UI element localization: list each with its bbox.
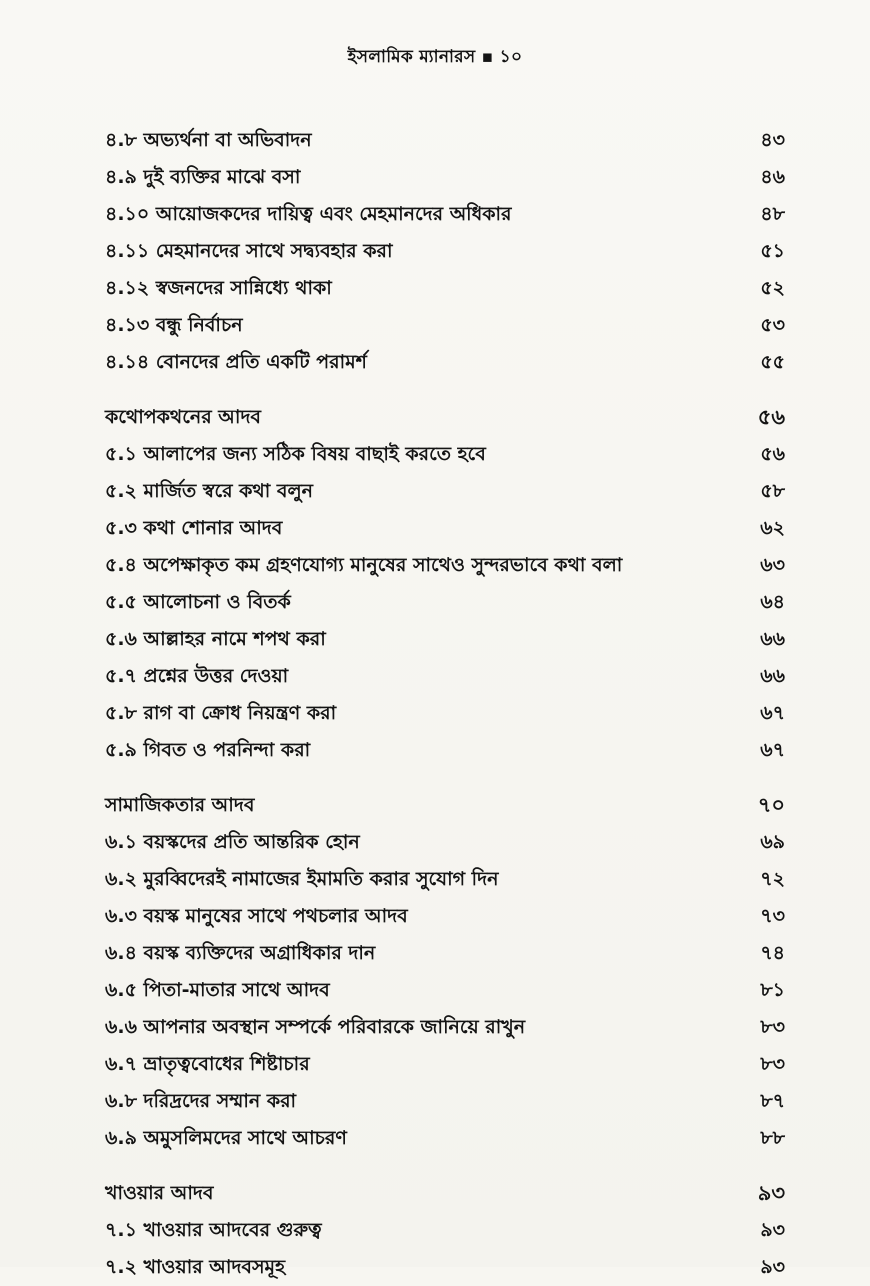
- toc-entry: [105, 233, 785, 270]
- toc-entry: [105, 307, 785, 344]
- toc-entry: [105, 824, 785, 861]
- entry-page-number: ৮৩: [760, 1016, 785, 1038]
- entry-page-number: ৫৫: [760, 351, 785, 373]
- entry-title: ৫.১ আলাপের জন্য সঠিক বিষয় বাছাই করতে হবে: [105, 443, 486, 465]
- entry-title: ৪.১১ মেহমানদের সাথে সদ্ব্যবহার করা: [105, 240, 393, 262]
- entry-title: ৬.৫ পিতা-মাতার সাথে আদব: [105, 979, 330, 1001]
- toc-group: [105, 122, 785, 381]
- entry-page-number: ৮৩: [760, 1053, 785, 1075]
- toc-entry: [105, 122, 785, 159]
- entry-title: ৪.১৩ বন্ধু নির্বাচন: [105, 314, 243, 336]
- entry-page-number: ৬২: [760, 517, 785, 539]
- section-title: কথোপকথনের আদব: [105, 406, 261, 428]
- entry-page-number: ৪৮: [760, 203, 785, 225]
- entry-page-number: ৭৩: [760, 905, 785, 927]
- entry-title: ৫.৫ আলোচনা ও বিতর্ক: [105, 591, 291, 613]
- entry-page-number: ৫১: [760, 240, 785, 262]
- toc-entry: [105, 1249, 785, 1286]
- entry-title: ৪.৮ অভ্যর্থনা বা অভিবাদন: [105, 129, 312, 151]
- entry-title: ৬.১ বয়স্কদের প্রতি আন্তরিক হোন: [105, 831, 360, 853]
- toc-entry: [105, 1212, 785, 1249]
- entry-page-number: ৬৬: [760, 628, 785, 650]
- toc-entry: [105, 1083, 785, 1120]
- entry-page-number: ৬৪: [760, 591, 785, 613]
- section-page-number: ৫৬: [757, 405, 785, 429]
- entry-title: ৬.৩ বয়স্ক মানুষের সাথে পথচলার আদব: [105, 905, 408, 927]
- entry-page-number: ৫২: [760, 277, 785, 299]
- toc-group: [105, 787, 785, 1157]
- entry-title: ৫.৪ অপেক্ষাকৃত কম গ্রহণযোগ্য মানুষের সাথেও সুন্দরভাবে কথা বলা: [105, 554, 623, 576]
- entry-title: ৫.৮ রাগ বা ক্রোধ নিয়ন্ত্রণ করা: [105, 702, 337, 724]
- toc-entry: [105, 621, 785, 658]
- entry-page-number: ৯৩: [760, 1219, 785, 1241]
- toc-entry: [105, 861, 785, 898]
- toc-entry: [105, 695, 785, 732]
- section-page-number: ৭০: [757, 793, 785, 817]
- entry-page-number: ৮১: [760, 979, 785, 1001]
- section-title: খাওয়ার আদব: [105, 1182, 214, 1204]
- entry-page-number: ৬৭: [760, 739, 785, 761]
- toc-entry: [105, 898, 785, 935]
- section-page-number: ৯৩: [757, 1181, 785, 1205]
- entry-page-number: ৫৩: [760, 314, 785, 336]
- toc-entry: [105, 159, 785, 196]
- entry-page-number: ৮৭: [760, 1090, 785, 1112]
- entry-title: ৬.৭ ভ্রাতৃত্ববোধের শিষ্টাচার: [105, 1053, 310, 1075]
- toc-entry: [105, 658, 785, 695]
- toc-entry: [105, 473, 785, 510]
- entry-title: ৬.৬ আপনার অবস্থান সম্পর্কে পরিবারকে জানিয়ে রাখুন: [105, 1016, 526, 1038]
- toc-group: [105, 399, 785, 769]
- entry-page-number: ৭৪: [760, 942, 785, 964]
- toc-group: [105, 1175, 785, 1286]
- toc-entry: [105, 935, 785, 972]
- toc-section-heading: [105, 399, 785, 436]
- entry-title: ৫.৬ আল্লাহর নামে শপথ করা: [105, 628, 326, 650]
- toc-entry: [105, 732, 785, 769]
- section-title: সামাজিকতার আদব: [105, 794, 255, 816]
- toc-entry: [105, 547, 785, 584]
- entry-page-number: ৫৮: [760, 480, 785, 502]
- entry-title: ৭.২ খাওয়ার আদবসমূহ: [105, 1256, 286, 1278]
- entry-title: ৬.৮ দরিদ্রদের সম্মান করা: [105, 1090, 297, 1112]
- entry-page-number: ৯৩: [760, 1256, 785, 1278]
- entry-title: ৪.১৪ বোনদের প্রতি একটি পরামর্শ: [105, 351, 367, 373]
- toc-entry: [105, 1046, 785, 1083]
- entry-page-number: ৫৬: [760, 443, 785, 465]
- toc-entry: [105, 436, 785, 473]
- entry-title: ৪.৯ দুই ব্যক্তির মাঝে বসা: [105, 166, 301, 188]
- toc-entry: [105, 510, 785, 547]
- toc-entry: [105, 1120, 785, 1157]
- toc-entry: [105, 270, 785, 307]
- entry-title: ৫.৭ প্রশ্নের উত্তর দেওয়া: [105, 665, 289, 687]
- running-header: ইসলামিক ম্যানারস ▪ ১০: [347, 47, 523, 67]
- entry-title: ৬.২ মুরব্বিদেরই নামাজের ইমামতি করার সুযোগ দিন: [105, 868, 499, 890]
- entry-page-number: ৬৭: [760, 702, 785, 724]
- toc-section-heading: [105, 1175, 785, 1212]
- toc-entry: [105, 1009, 785, 1046]
- entry-page-number: ৪৩: [760, 129, 785, 151]
- entry-page-number: ৬৩: [760, 554, 785, 576]
- entry-title: ৫.৩ কথা শোনার আদব: [105, 517, 283, 539]
- entry-title: ৬.৯ অমুসলিমদের সাথে আচরণ: [105, 1127, 347, 1149]
- toc-entry: [105, 584, 785, 621]
- toc-entry: [105, 196, 785, 233]
- toc-entry: [105, 972, 785, 1009]
- entry-title: ৫.২ মার্জিত স্বরে কথা বলুন: [105, 480, 313, 502]
- entry-page-number: ৭২: [760, 868, 785, 890]
- entry-page-number: ৬৯: [760, 831, 785, 853]
- table-of-contents: [105, 122, 785, 1286]
- entry-page-number: ৮৮: [760, 1127, 785, 1149]
- entry-page-number: ৬৬: [760, 665, 785, 687]
- toc-entry: [105, 344, 785, 381]
- entry-title: ৪.১০ আয়োজকদের দায়িত্ব এবং মেহমানদের অধিকার: [105, 203, 512, 225]
- entry-title: ৫.৯ গিবত ও পরনিন্দা করা: [105, 739, 311, 761]
- entry-title: ৪.১২ স্বজনদের সান্নিধ্যে থাকা: [105, 277, 332, 299]
- entry-title: ৭.১ খাওয়ার আদবের গুরুত্ব: [105, 1219, 322, 1241]
- entry-title: ৬.৪ বয়স্ক ব্যক্তিদের অগ্রাধিকার দান: [105, 942, 376, 964]
- toc-section-heading: [105, 787, 785, 824]
- entry-page-number: ৪৬: [760, 166, 785, 188]
